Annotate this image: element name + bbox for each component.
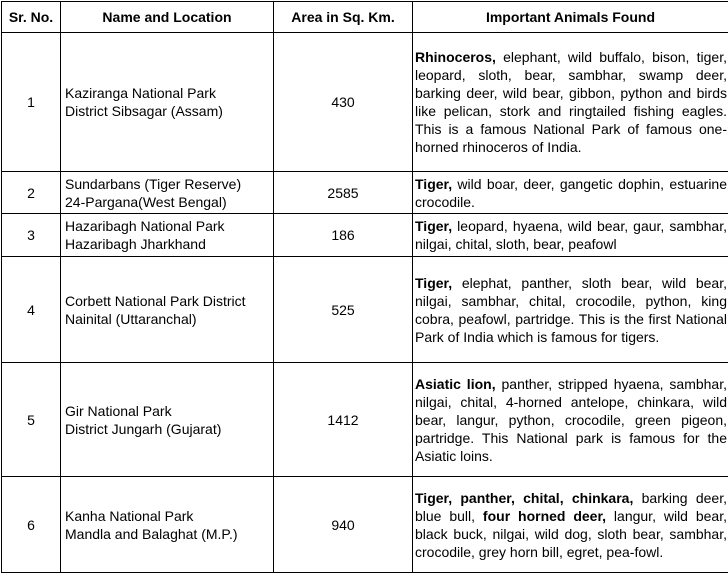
- animals-cell: [413, 33, 728, 172]
- header-name-location: Name and Location: [61, 2, 274, 33]
- table-row: [2, 257, 728, 363]
- park-location: Hazaribagh Jharkhand: [65, 236, 206, 252]
- area-cell: 525: [274, 257, 413, 363]
- sr-no-cell: 1: [2, 33, 61, 172]
- header-area: Area in Sq. Km.: [274, 2, 413, 33]
- area-cell: 940: [274, 477, 413, 573]
- park-name: Sundarbans (Tiger Reserve): [65, 175, 242, 192]
- sr-no-cell: 6: [2, 477, 61, 573]
- park-location: District Jungarh (Gujarat): [65, 420, 222, 437]
- table-row: [2, 172, 728, 214]
- park-name: Corbett National Park District: [65, 292, 246, 309]
- animals-highlight: four horned deer,: [482, 507, 607, 524]
- animals-text: leopard, hyaena, wild bear, gaur, sambhar, nilgai, chital, sloth, bear, peafowl: [415, 218, 727, 252]
- park-location: 24-Pargana(West Bengal): [65, 193, 227, 210]
- park-name: Gir National Park: [65, 402, 172, 419]
- table-row: [2, 363, 728, 477]
- park-name: Hazaribagh National Park: [65, 218, 225, 234]
- park-name-cell: [61, 172, 274, 214]
- animals-text: panther, stripped hyaena, sambhar, nilgai, chital, 4-horned antelope, chinkara, wild bear, langur, python, crocodile, green pigeon, partridge. This National park is famous for the Asiatic loins.: [415, 375, 728, 464]
- animals-text: barking deer, blue bull,: [415, 489, 727, 524]
- animals-cell: [413, 477, 728, 573]
- header-row: [2, 2, 728, 33]
- national-parks-table: [1, 1, 728, 573]
- park-location: Nainital (Uttaranchal): [65, 310, 197, 327]
- animals-highlight: Tiger,: [415, 218, 453, 234]
- table-row: [2, 214, 728, 257]
- animals-highlight: Tiger,: [415, 175, 453, 192]
- animals-highlight: Tiger,: [415, 274, 453, 291]
- area-cell: 186: [274, 214, 413, 257]
- animals-cell: [413, 257, 728, 363]
- animals-text: wild boar, deer, gangetic dophin, estuarine crocodile.: [415, 175, 727, 210]
- header-animals: Important Animals Found: [413, 2, 728, 33]
- animals-highlight: Asiatic lion,: [415, 375, 496, 392]
- park-name-cell: [61, 363, 274, 477]
- sr-no-cell: 2: [2, 172, 61, 214]
- animals-text: langur, wild bear, black buck, nilgai, wild dog, sloth bear, sambhar, crocodile, grey horn bill, egret, pea-fowl.: [415, 507, 727, 560]
- sr-no-cell: 5: [2, 363, 61, 477]
- park-name-cell: [61, 214, 274, 257]
- area-cell: 430: [274, 33, 413, 172]
- sr-no-cell: 4: [2, 257, 61, 363]
- area-cell: 1412: [274, 363, 413, 477]
- animals-text: elephat, panther, sloth bear, wild bear, nilgai, sambhar, chital, crocodile, python, king cobra, peafowl, partridge. This is the first National Park of India which is famous for tigers.: [415, 274, 727, 345]
- park-name-cell: [61, 257, 274, 363]
- animals-cell: [413, 363, 728, 477]
- table-row: [2, 33, 728, 172]
- park-name-cell: [61, 33, 274, 172]
- header-sr-no: Sr. No.: [2, 2, 61, 33]
- animals-highlight: Tiger, panther, chital, chinkara,: [415, 489, 634, 506]
- animals-cell: [413, 172, 728, 214]
- table-row: [2, 477, 728, 573]
- park-name-cell: [61, 477, 274, 573]
- park-location: Mandla and Balaghat (M.P.): [65, 525, 238, 542]
- animals-text: elephant, wild buffalo, bison, tiger, leopard, sloth, bear, sambhar, swamp deer, barking deer, wild bear, gibbon, python and birds like pelican, stork and ringtailed fishing eagles. This is a famous National Park of famous one-horned rhinoceros of India.: [415, 49, 727, 155]
- animals-highlight: Rhinoceros,: [415, 49, 496, 65]
- park-name: Kanha National Park: [65, 507, 194, 524]
- area-cell: 2585: [274, 172, 413, 214]
- sr-no-cell: 3: [2, 214, 61, 257]
- park-name: Kaziranga National Park: [65, 85, 216, 101]
- animals-cell: [413, 214, 728, 257]
- park-location: District Sibsagar (Assam): [65, 103, 223, 119]
